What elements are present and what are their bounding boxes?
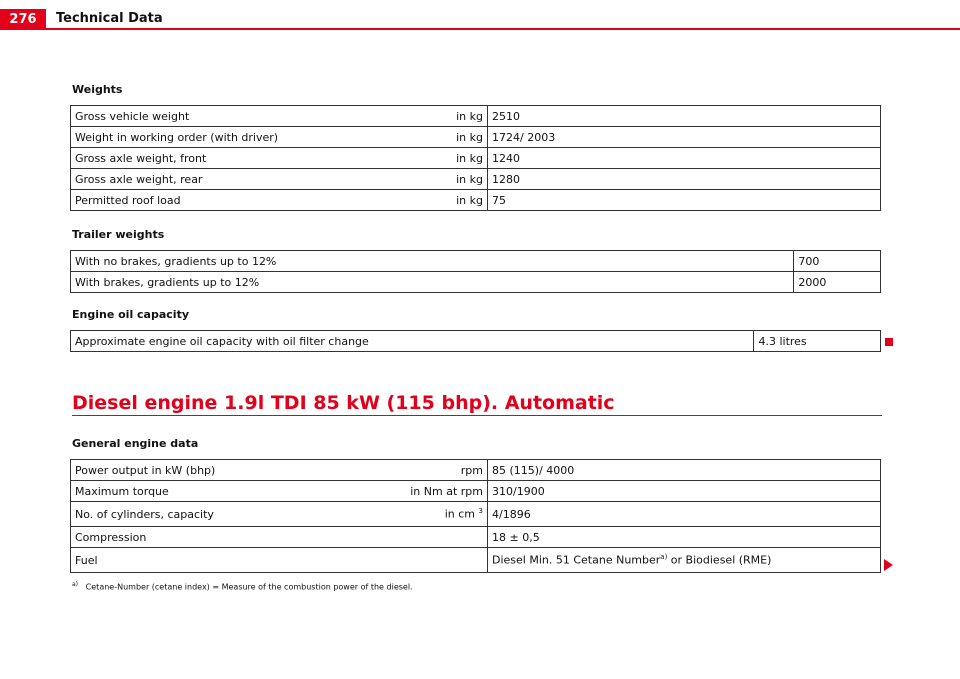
table-row: [71, 272, 881, 293]
footnote: [72, 581, 413, 592]
row-label: With brakes, gradients up to 12%: [71, 272, 794, 293]
row-label: Approximate engine oil capacity with oil filter change: [71, 331, 754, 352]
table-row: [71, 527, 881, 548]
table-row: [71, 127, 881, 148]
row-label: Fuel: [71, 548, 380, 573]
header-rule: [46, 28, 960, 30]
row-label: No. of cylinders, capacity: [71, 502, 380, 527]
table-row: [71, 502, 881, 527]
table-row: [71, 106, 881, 127]
row-value: 1240: [488, 148, 881, 169]
row-value: 1724/ 2003: [488, 127, 881, 148]
value-suffix: or Biodiesel (RME): [667, 553, 772, 567]
trailer-heading: Trailer weights: [72, 228, 165, 241]
row-label: Gross axle weight, rear: [71, 169, 380, 190]
row-unit: in kg: [379, 148, 488, 169]
oil-table: [70, 330, 881, 352]
row-label: Maximum torque: [71, 481, 380, 502]
table-row: [71, 481, 881, 502]
table-row: [71, 169, 881, 190]
row-unit: in Nm at rpm: [379, 481, 488, 502]
footnote-text: Cetane-Number (cetane index) = Measure of the combustion power of the diesel.: [85, 582, 413, 592]
unit-text: in cm: [444, 507, 476, 521]
diesel-engine-heading: Diesel engine 1.9l TDI 85 kW (115 bhp). Automatic: [72, 392, 615, 414]
unit-superscript: 3: [478, 507, 483, 516]
footnote-ref: a): [660, 553, 668, 562]
general-table: [70, 459, 881, 573]
table-row: [71, 190, 881, 211]
row-label: With no brakes, gradients up to 12%: [71, 251, 794, 272]
row-value: 4/1896: [488, 502, 881, 527]
page-number: 276: [0, 9, 46, 30]
page-header: [0, 0, 960, 30]
row-value: 310/1900: [488, 481, 881, 502]
row-unit: [379, 548, 488, 573]
next-page-arrow-icon: [884, 559, 893, 571]
trailer-table: [70, 250, 881, 293]
row-label: Gross axle weight, front: [71, 148, 380, 169]
table-row: [71, 548, 881, 573]
row-unit: rpm: [379, 460, 488, 481]
weights-table: [70, 105, 881, 211]
table-row: [71, 331, 881, 352]
row-unit: [379, 502, 488, 527]
table-row: [71, 460, 881, 481]
row-label: Gross vehicle weight: [71, 106, 380, 127]
row-label: Permitted roof load: [71, 190, 380, 211]
page-title: Technical Data: [56, 11, 163, 26]
oil-heading: Engine oil capacity: [72, 308, 189, 321]
value-text: Diesel Min. 51 Cetane Number: [492, 553, 661, 567]
general-heading: General engine data: [72, 437, 199, 450]
row-unit: [379, 527, 488, 548]
row-unit: in kg: [379, 127, 488, 148]
footnote-marker: a): [72, 581, 79, 588]
row-label: Compression: [71, 527, 380, 548]
row-value: [488, 548, 881, 573]
row-value: 2510: [488, 106, 881, 127]
row-value: 1280: [488, 169, 881, 190]
row-value: 2000: [794, 272, 881, 293]
row-label: Power output in kW (bhp): [71, 460, 380, 481]
row-value: 85 (115)/ 4000: [488, 460, 881, 481]
row-unit: in kg: [379, 190, 488, 211]
row-unit: in kg: [379, 106, 488, 127]
heading-rule: [72, 415, 882, 416]
row-value: 75: [488, 190, 881, 211]
row-label: Weight in working order (with driver): [71, 127, 380, 148]
row-value: 4.3 litres: [754, 331, 881, 352]
section-end-marker: [885, 338, 893, 346]
table-row: [71, 148, 881, 169]
row-value: 700: [794, 251, 881, 272]
row-value: 18 ± 0,5: [488, 527, 881, 548]
table-row: [71, 251, 881, 272]
weights-heading: Weights: [72, 83, 123, 96]
row-unit: in kg: [379, 169, 488, 190]
